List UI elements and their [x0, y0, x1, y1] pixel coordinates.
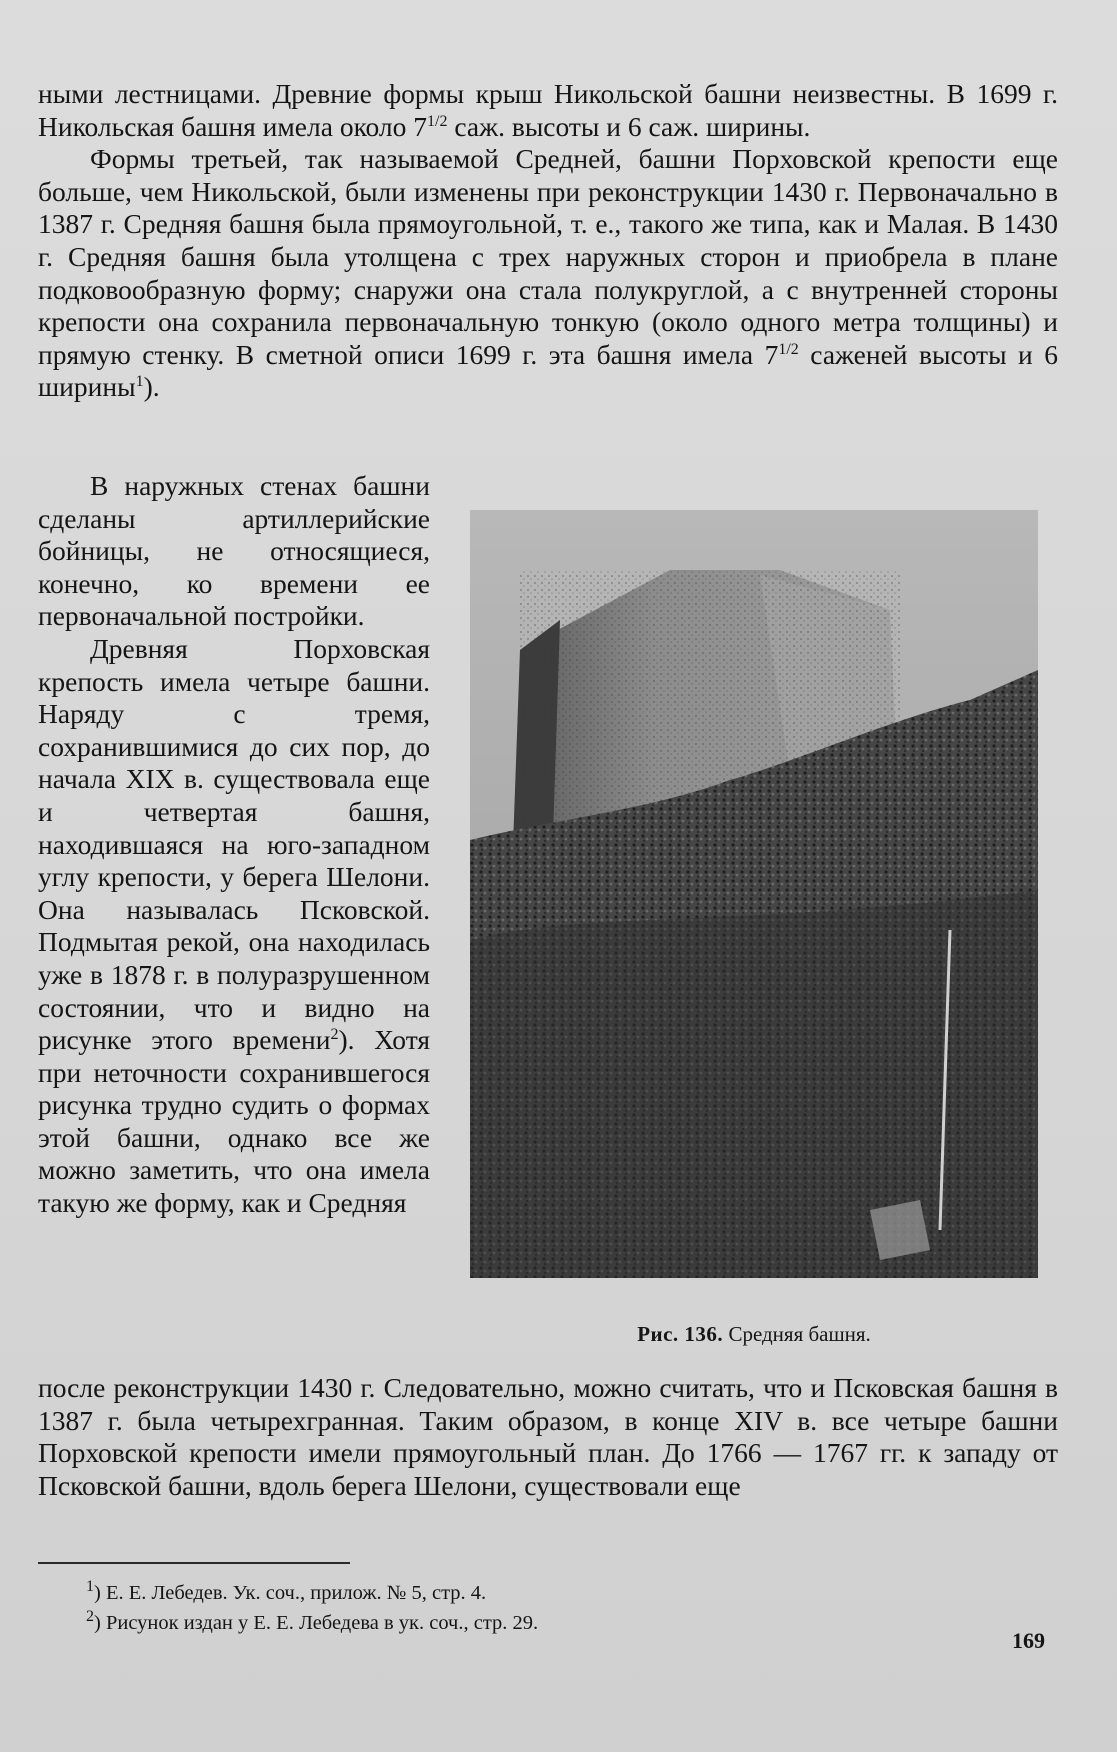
narrow-paragraph-pskov-tower: [38, 633, 430, 1220]
top-paragraph-intro: ными лестницами. Древние формы крыш Никольской башни неизвестны. В 1699 г. Никольская башня имела около 7: [38, 78, 1058, 142]
middle-tower-rest: саженей высоты и 6 ширины: [38, 338, 1058, 403]
narrow-paragraph-embrasures: В наружных стенах башни сделаны артиллерийские бойницы, не относящиеся, конечно, ко времени ее первоначальной постройки.: [38, 470, 430, 632]
top-paragraph: [38, 78, 1058, 143]
footnote-mark-1: 1: [86, 1578, 94, 1596]
pskov-tower-rest: ). Хотя при неточности сохранившегося рисунка трудно судить о формах этой башни, однако все же можно заметить, что она имела такую же форму, как и Средняя: [38, 1024, 430, 1219]
top-paragraph-rest: саж. высоты и 6 саж. ширины.: [447, 110, 811, 142]
tower-photo-drawing: [470, 510, 1038, 1278]
middle-tower-fraction: 1/2: [778, 340, 799, 358]
figure-number: Рис. 136.: [637, 1322, 724, 1346]
top-paragraph-fraction: 1/2: [427, 112, 448, 130]
page-number: 169: [1012, 1628, 1045, 1653]
tower-photograph: [470, 510, 1038, 1278]
footnote-divider: [38, 1562, 350, 1564]
top-text-block: [38, 78, 1058, 404]
footnotes: [86, 1578, 986, 1638]
middle-tower-paragraph: [38, 143, 1058, 404]
footnote-text-1: ) Е. Е. Лебедев. Ук. соч., прилож. № 5, стр. 4.: [94, 1582, 487, 1604]
footnote-ref-1: 1: [135, 373, 144, 391]
pskov-tower-text: Древняя Порховская крепость имела четыре башни. Наряду с тремя, сохранившимися до сих пор, до начала XIX в. существовала еще и четвертая башня, находившаяся на юго-западном углу крепости, у берега Шелони. Она называлась Псковской. Подмытая рекой, она находилась уже в 1878 г. в полуразрушенном состоянии, что и видно на рисунке этого времени: [38, 632, 430, 1056]
continuation-text: [38, 1372, 1058, 1502]
footnote-text-2: ) Рисунок издан у Е. Е. Лебедева в ук. соч., стр. 29.: [94, 1612, 539, 1634]
footnote-mark-2: 2: [86, 1608, 94, 1626]
middle-tower-end: ).: [143, 371, 160, 403]
footnote-ref-2: 2: [330, 1025, 339, 1043]
middle-tower-text: Формы третьей, так называемой Средней, башни Порховской крепости еще больше, чем Никольской, были изменены при реконструкции 1430 г. Первоначально в 1387 г. Средняя башня была прямоугольной, т. е., такого же типа, как и Малая. В 1430 г. Средняя башня была утолщена с трех наружных сторон и приобрела в плане подковообразную форму; снаружи она стала полукруглой, а с внутренней стороны крепости она сохранила первоначальную тонкую (около одного метра толщины) и прямую стенку. В сметной описи 1699 г. эта башня имела 7: [38, 143, 1058, 370]
continuation-paragraph: после реконструкции 1430 г. Следовательно, можно считать, что и Псковская башня в 1387 г. была четырехгранная. Таким образом, в конце XIV в. все четыре башни Порховской крепости имели прямоугольный план. До 1766 — 1767 гг. к западу от Псковской башни, вдоль берега Шелони, существовали еще: [38, 1372, 1058, 1501]
footnote-1: [86, 1578, 986, 1608]
narrow-text-column: [38, 470, 430, 1220]
figure-title: Средняя башня.: [728, 1322, 871, 1346]
figure-caption: [470, 1322, 1038, 1347]
footnote-2: [86, 1608, 986, 1638]
